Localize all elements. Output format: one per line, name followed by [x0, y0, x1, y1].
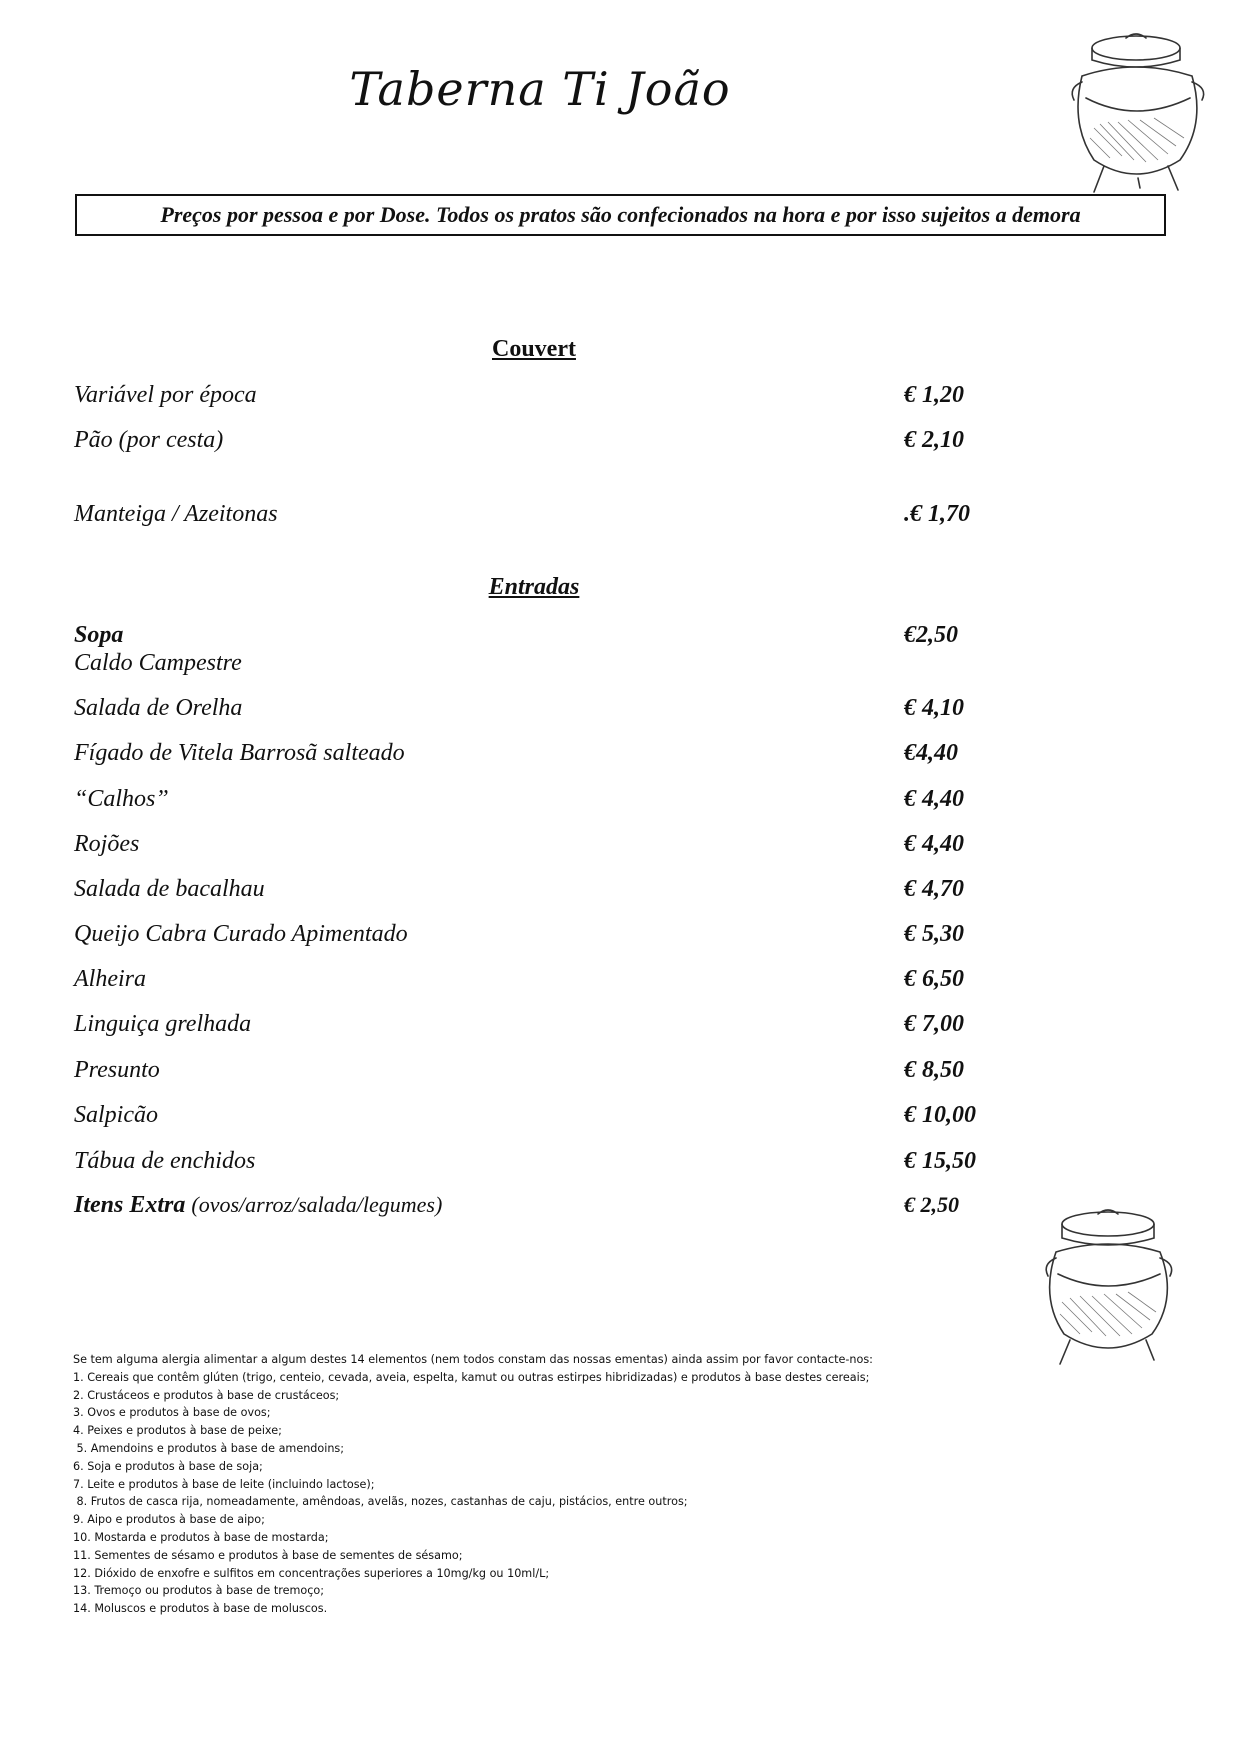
- cauldron-illustration: [1036, 1200, 1182, 1366]
- menu-item-price: € 7,00: [904, 1011, 964, 1037]
- menu-item-price: € 4,40: [904, 831, 964, 857]
- menu-item-name: Variável por época: [74, 382, 257, 408]
- cauldron-illustration: [1064, 28, 1212, 194]
- menu-item-name: Rojões: [74, 831, 140, 857]
- allergen-item: 7. Leite e produtos à base de leite (incluindo lactose);: [73, 1477, 375, 1491]
- extra-items-name: Itens Extra: [74, 1192, 186, 1218]
- allergen-item: 10. Mostarda e produtos à base de mostarda;: [73, 1530, 329, 1544]
- extra-items-row: [74, 1192, 442, 1219]
- menu-item-price: € 15,50: [904, 1148, 976, 1174]
- allergen-item: 4. Peixes e produtos à base de peixe;: [73, 1424, 282, 1438]
- menu-item-name: Fígado de Vitela Barrosã salteado: [74, 740, 405, 766]
- allergen-item: 2. Crustáceos e produtos à base de crustáceos;: [73, 1388, 340, 1402]
- allergen-item: 12. Dióxido de enxofre e sulfitos em concentrações superiores a 10mg/kg ou 10ml/L;: [73, 1566, 550, 1580]
- menu-item-price: € 6,50: [904, 966, 964, 992]
- menu-item-price: € 4,40: [904, 786, 964, 812]
- menu-item-price: €2,50: [904, 622, 958, 648]
- menu-item-name: Tábua de enchidos: [74, 1148, 256, 1174]
- menu-item-price: .€ 1,70: [904, 501, 970, 527]
- allergen-info: [73, 1351, 973, 1618]
- allergen-item: 14. Moluscos e produtos à base de moluscos.: [73, 1602, 328, 1616]
- menu-item-name: Salada de bacalhau: [74, 876, 265, 902]
- allergen-item: 5. Amendoins e produtos à base de amendoins;: [73, 1441, 345, 1455]
- menu-item-price: €4,40: [904, 740, 958, 766]
- menu-item-price: € 8,50: [904, 1057, 964, 1083]
- menu-item-name: Linguiça grelhada: [74, 1011, 252, 1037]
- menu-item-name: Alheira: [74, 966, 146, 992]
- couvert-heading: Couvert: [492, 336, 576, 362]
- menu-item-name: Sopa: [74, 622, 124, 648]
- menu-item-subtitle: Caldo Campestre: [74, 650, 242, 676]
- menu-item-price: € 10,00: [904, 1102, 976, 1128]
- menu-item-name: Queijo Cabra Curado Apimentado: [74, 921, 408, 947]
- entradas-heading: Entradas: [488, 574, 580, 600]
- allergen-item: 8. Frutos de casca rija, nomeadamente, amêndoas, avelãs, nozes, castanhas de caju, pistácios, entre outros;: [73, 1495, 688, 1509]
- allergen-item: 11. Sementes de sésamo e produtos à base de sementes de sésamo;: [73, 1548, 463, 1562]
- allergen-item: 9. Aipo e produtos à base de aipo;: [73, 1513, 265, 1527]
- menu-item-name: Salpicão: [74, 1102, 158, 1128]
- pricing-notice: Preços por pessoa e por Dose. Todos os pratos são confecionados na hora e por isso sujeitos a demora: [75, 194, 1166, 236]
- menu-item-name: Manteiga / Azeitonas: [74, 501, 278, 527]
- menu-item-name: Salada de Orelha: [74, 695, 243, 721]
- allergen-item: 3. Ovos e produtos à base de ovos;: [73, 1406, 271, 1420]
- restaurant-title: Taberna Ti João: [349, 62, 731, 116]
- allergen-item: 6. Soja e produtos à base de soja;: [73, 1459, 263, 1473]
- menu-item-price: € 4,70: [904, 876, 964, 902]
- allergen-intro: Se tem alguma alergia alimentar a algum destes 14 elementos (nem todos constam das nossas ementas) ainda assim por favor contacte-nos:: [73, 1353, 873, 1366]
- allergen-item: 13. Tremoço ou produtos à base de tremoço;: [73, 1584, 324, 1598]
- menu-item-name: Pão (por cesta): [74, 427, 224, 453]
- allergen-item: 1. Cereais que contêm glúten (trigo, centeio, cevada, aveia, espelta, kamut ou outras estirpes hibridizadas) e produtos à base destes cereais;: [73, 1370, 870, 1384]
- menu-item-price: € 2,50: [904, 1192, 959, 1217]
- menu-item-name: “Calhos”: [74, 786, 169, 812]
- menu-item-price: € 2,10: [904, 427, 964, 453]
- menu-item-price: € 5,30: [904, 921, 964, 947]
- menu-item-name: Presunto: [74, 1057, 160, 1083]
- menu-item-price: € 4,10: [904, 695, 964, 721]
- menu-item-price: € 1,20: [904, 382, 964, 408]
- extra-items-note: (ovos/arroz/salada/legumes): [191, 1192, 443, 1217]
